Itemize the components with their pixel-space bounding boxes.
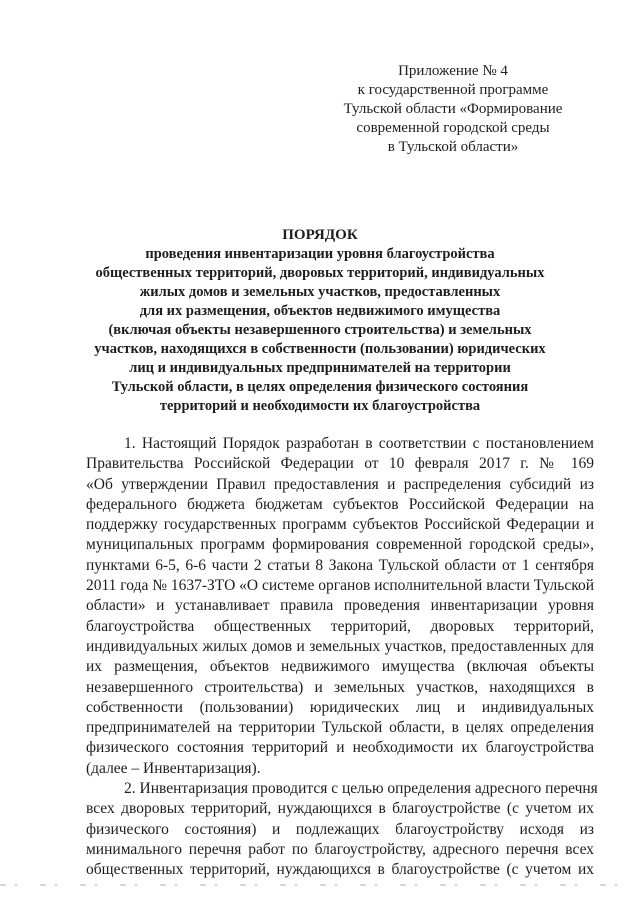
- subtitle-line: жилых домов и земельных участков, предоставленных: [139, 284, 501, 300]
- body-line: общественных территорий, нуждающихся в благоустройстве (с учетом их: [86, 861, 594, 879]
- paragraph-1: [86, 434, 594, 779]
- body-line: области» и устанавливает правила проведения инвентаризации уровня: [86, 597, 594, 615]
- appendix-header: [322, 62, 584, 157]
- body-line: собственности (пользовании) юридических лиц и индивидуальных: [86, 698, 594, 716]
- appendix-line: Приложение № 4: [398, 63, 508, 79]
- subtitle-line: участков, находящихся в собственности (пользовании) юридических: [94, 341, 546, 357]
- subtitle-line: лиц и индивидуальных предпринимателей на территории: [129, 360, 511, 376]
- body-line: всех дворовых территорий, нуждающихся в благоустройстве (с учетом их: [86, 800, 594, 818]
- subtitle-line: Тульской области, в целях определения физического состояния: [111, 379, 529, 395]
- body-line: их размещения, объектов недвижимого имущества (включая объекты: [86, 658, 594, 676]
- document-body: [86, 434, 598, 881]
- subtitle-line: (включая объекты незавершенного строительства) и земельных: [108, 322, 532, 338]
- body-line: 1. Настоящий Порядок разработан в соответствии с постановлением: [124, 435, 594, 452]
- body-line: пунктами 6-5, 6-6 части 2 статьи 8 Закона Тульской области от 1 сентября: [86, 556, 594, 574]
- body-line: «Об утверждении Правил предоставления и распределения субсидий из: [86, 475, 594, 493]
- scan-artifact-line: [0, 884, 640, 886]
- document-subtitle: [60, 245, 580, 416]
- body-line: незавершенного строительства) и земельных участков, находящихся в: [86, 678, 594, 696]
- body-line: федерального бюджета бюджетам субъектов Российской Федерации на: [86, 495, 594, 513]
- paragraph-2: [86, 779, 598, 880]
- subtitle-line: общественных территорий, дворовых территорий, индивидуальных: [95, 265, 545, 281]
- body-line: минимального перечня работ по благоустройству, адресного перечня всех: [86, 840, 594, 858]
- body-line: физического состояния территорий и необходимости их благоустройства: [86, 739, 594, 757]
- appendix-line: в Тульской области»: [387, 139, 519, 155]
- body-line: (далее – Инвентаризация).: [86, 759, 261, 777]
- body-line: благоустройства общественных территорий, дворовых территорий,: [86, 617, 594, 635]
- subtitle-line: территорий и необходимости их благоустройства: [159, 398, 481, 414]
- subtitle-line: проведения инвентаризации уровня благоустройства: [145, 246, 495, 262]
- subtitle-line: для их размещения, объектов недвижимого имущества: [139, 303, 501, 319]
- body-line: поддержку государственных программ субъектов Российской Федерации и: [86, 516, 594, 534]
- appendix-line: Тульской области «Формирование: [343, 101, 563, 117]
- body-line: Правительства Российской Федерации от 10 февраля 2017 г. № 169: [86, 455, 594, 473]
- appendix-line: к государственной программе: [357, 82, 549, 98]
- body-line: предпринимателей на территории Тульской области, в целях определения: [86, 719, 594, 737]
- appendix-line: современной городской среды: [356, 120, 550, 136]
- body-line: муниципальных программ формирования современной городской среды»,: [86, 536, 594, 554]
- body-line: физического состояния) и подлежащих благоустройству исходя из: [86, 820, 594, 838]
- body-line: 2. Инвентаризация проводится с целью определения адресного перечня: [124, 780, 598, 798]
- document-title: ПОРЯДОК: [282, 227, 358, 243]
- body-line: индивидуальных жилых домов и земельных участков, предоставленных для: [86, 637, 594, 655]
- body-line: 2011 года № 1637-ЗТО «О системе органов исполнительной власти Тульской: [86, 577, 595, 595]
